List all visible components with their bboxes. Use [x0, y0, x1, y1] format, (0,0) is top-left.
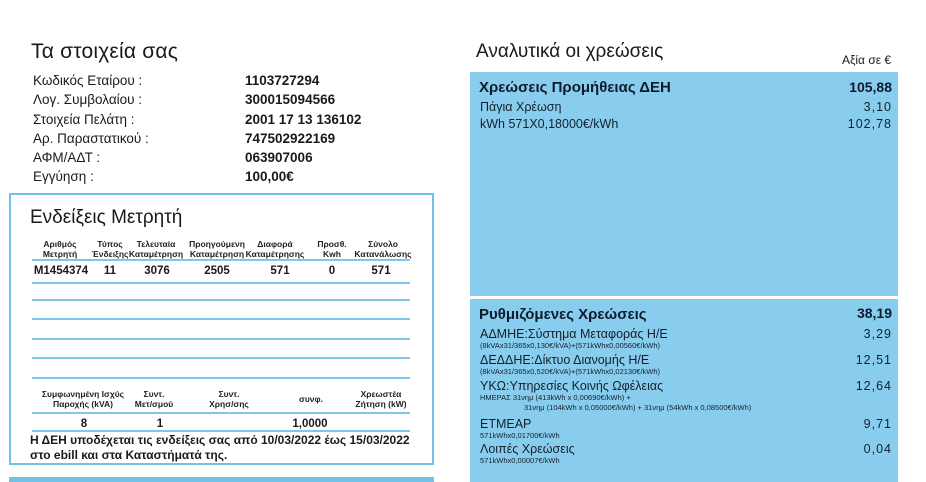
supply-line-label: kWh 571X0,18000€/kWh [480, 117, 619, 131]
info-value: 2001 17 13 136102 [245, 112, 362, 127]
regulated-charges-panel [470, 299, 898, 482]
customer-info-title: Τα στοιχεία σας [31, 40, 179, 63]
meter-header-difference: Διαφορά Καταμέτρησης [245, 239, 305, 259]
contract-value-meter-coef: 1 [156, 418, 164, 430]
info-value: 747502922169 [245, 131, 336, 146]
regulated-item-formula: 31νημ (104kWh x 0,05000€/kWh) + 31νημ (54kWh x 0,08500€/kWh) [524, 403, 752, 412]
meter-divider [32, 357, 410, 359]
bottom-accent-strip [9, 477, 434, 482]
contract-value-power-factor: 1,0000 [292, 418, 328, 430]
contract-header-power: Συμφωνημένη Ισχύς Παροχής (kVA) [41, 389, 125, 409]
regulated-item-formula: (8kVAx31/365x0,130€/kVA)+(571kWhx0,00560€/kWh) [480, 341, 661, 350]
info-label: ΑΦΜ/ΑΔΤ : [33, 150, 101, 165]
supply-line-value: 102,78 [847, 117, 892, 131]
meter-divider [32, 430, 410, 432]
regulated-item-formula: ΗΜΕΡΑΣ 31νημ (413kWh x 0,00690€/kWh) + [480, 393, 631, 402]
contract-header-meter-coef: Συντ. Μετ/σμού [134, 389, 174, 409]
regulated-item-formula: (8kVAx31/365x0,520€/kVA)+(571kWhx0,02130€/kWh) [480, 367, 661, 376]
value-currency-label: Αξία σε € [842, 53, 892, 67]
meter-header-total-consumption: Σύνολο Κατανάλωσης [354, 239, 412, 259]
meter-divider [32, 318, 410, 320]
meter-header-last-reading: Τελευταία Καταμέτρηση [128, 239, 184, 259]
meter-divider [32, 377, 410, 379]
meter-divider [32, 412, 410, 414]
info-value: 300015094566 [245, 92, 336, 107]
regulated-item-value: 0,04 [863, 442, 892, 456]
supply-line-value: 3,10 [863, 100, 892, 114]
info-label: Λογ. Συμβολαίου : [33, 92, 143, 107]
info-label: Εγγύηση : [33, 169, 94, 184]
meter-divider [32, 299, 410, 301]
meter-header-previous-reading: Προηγούμενη Καταμέτρηση [189, 239, 245, 259]
meter-cell-difference: 571 [270, 265, 290, 277]
meter-divider [32, 282, 410, 284]
contract-header-power-factor: συνφ. [299, 394, 323, 404]
charges-title: Αναλυτικά οι χρεώσεις [476, 41, 664, 62]
meter-divider [32, 259, 410, 261]
meter-header-additional-kwh: Προσθ. Kwh [317, 239, 347, 259]
regulated-item-label: ΔΕΔΔΗΕ:Δίκτυο Διανομής Η/Ε [480, 353, 650, 367]
supply-charges-panel [470, 72, 898, 296]
info-label: Αρ. Παραστατικού : [33, 131, 149, 146]
info-label: Κωδικός Εταίρου : [33, 73, 143, 88]
info-value: 1103727294 [245, 73, 320, 88]
meter-note-line2: στο ebill και στα Καταστήματά της. [30, 448, 228, 462]
meter-cell-additional-kwh: 0 [328, 265, 336, 277]
meter-header-type: Τύπος Ένδειξης [91, 239, 129, 259]
info-value: 100,00€ [245, 169, 294, 184]
meter-cell-total-consumption: 571 [371, 265, 391, 277]
regulated-item-formula: 571kWhx0,00007€/kWh [480, 456, 560, 465]
meter-cell-last-reading: 3076 [144, 265, 170, 277]
contract-header-usage-coef: Συντ. Χρησ/σης [209, 389, 249, 409]
regulated-item-value: 12,51 [855, 353, 892, 367]
regulated-charges-heading: Ρυθμιζόμενες Χρεώσεις [479, 306, 647, 323]
contract-header-chargeable-demand: Χρεωστέα Ζήτηση (kW) [355, 389, 407, 409]
meter-cell-number: M1454374 [33, 265, 89, 277]
info-value: 063907006 [245, 150, 313, 165]
regulated-item-value: 9,71 [863, 417, 892, 431]
supply-charges-total: 105,88 [849, 79, 892, 95]
meter-note-line1: Η ΔΕΗ υποδέχεται τις ενδείξεις σας από 10/03/2022 έως 15/03/2022 [30, 433, 410, 447]
contract-value-power: 8 [80, 418, 88, 430]
meter-readings-title: Ενδείξεις Μετρητή [30, 207, 183, 228]
supply-charges-heading: Χρεώσεις Προμήθειας ΔΕΗ [479, 79, 671, 96]
meter-divider [32, 338, 410, 340]
regulated-item-value: 3,29 [863, 327, 892, 341]
supply-line-label: Πάγια Χρέωση [480, 100, 562, 114]
regulated-item-value: 12,64 [855, 379, 892, 393]
meter-cell-previous-reading: 2505 [204, 265, 230, 277]
meter-cell-type: 11 [103, 265, 117, 277]
meter-readings-box [9, 193, 434, 465]
regulated-item-label: ΑΔΜΗΕ:Σύστημα Μεταφοράς Η/Ε [480, 327, 668, 341]
regulated-item-label: ΕΤΜΕΑΡ [480, 417, 532, 431]
regulated-item-formula: 571kWhx0,01700€/kWh [480, 431, 560, 440]
regulated-charges-total: 38,19 [856, 305, 892, 321]
regulated-item-label: Λοιπές Χρεώσεις [480, 442, 575, 456]
meter-header-number: Αριθμός Μετρητή [42, 239, 78, 259]
info-label: Στοιχεία Πελάτη : [33, 112, 135, 127]
regulated-item-label: ΥΚΩ:Υπηρεσίες Κοινής Ωφέλειας [480, 379, 664, 393]
